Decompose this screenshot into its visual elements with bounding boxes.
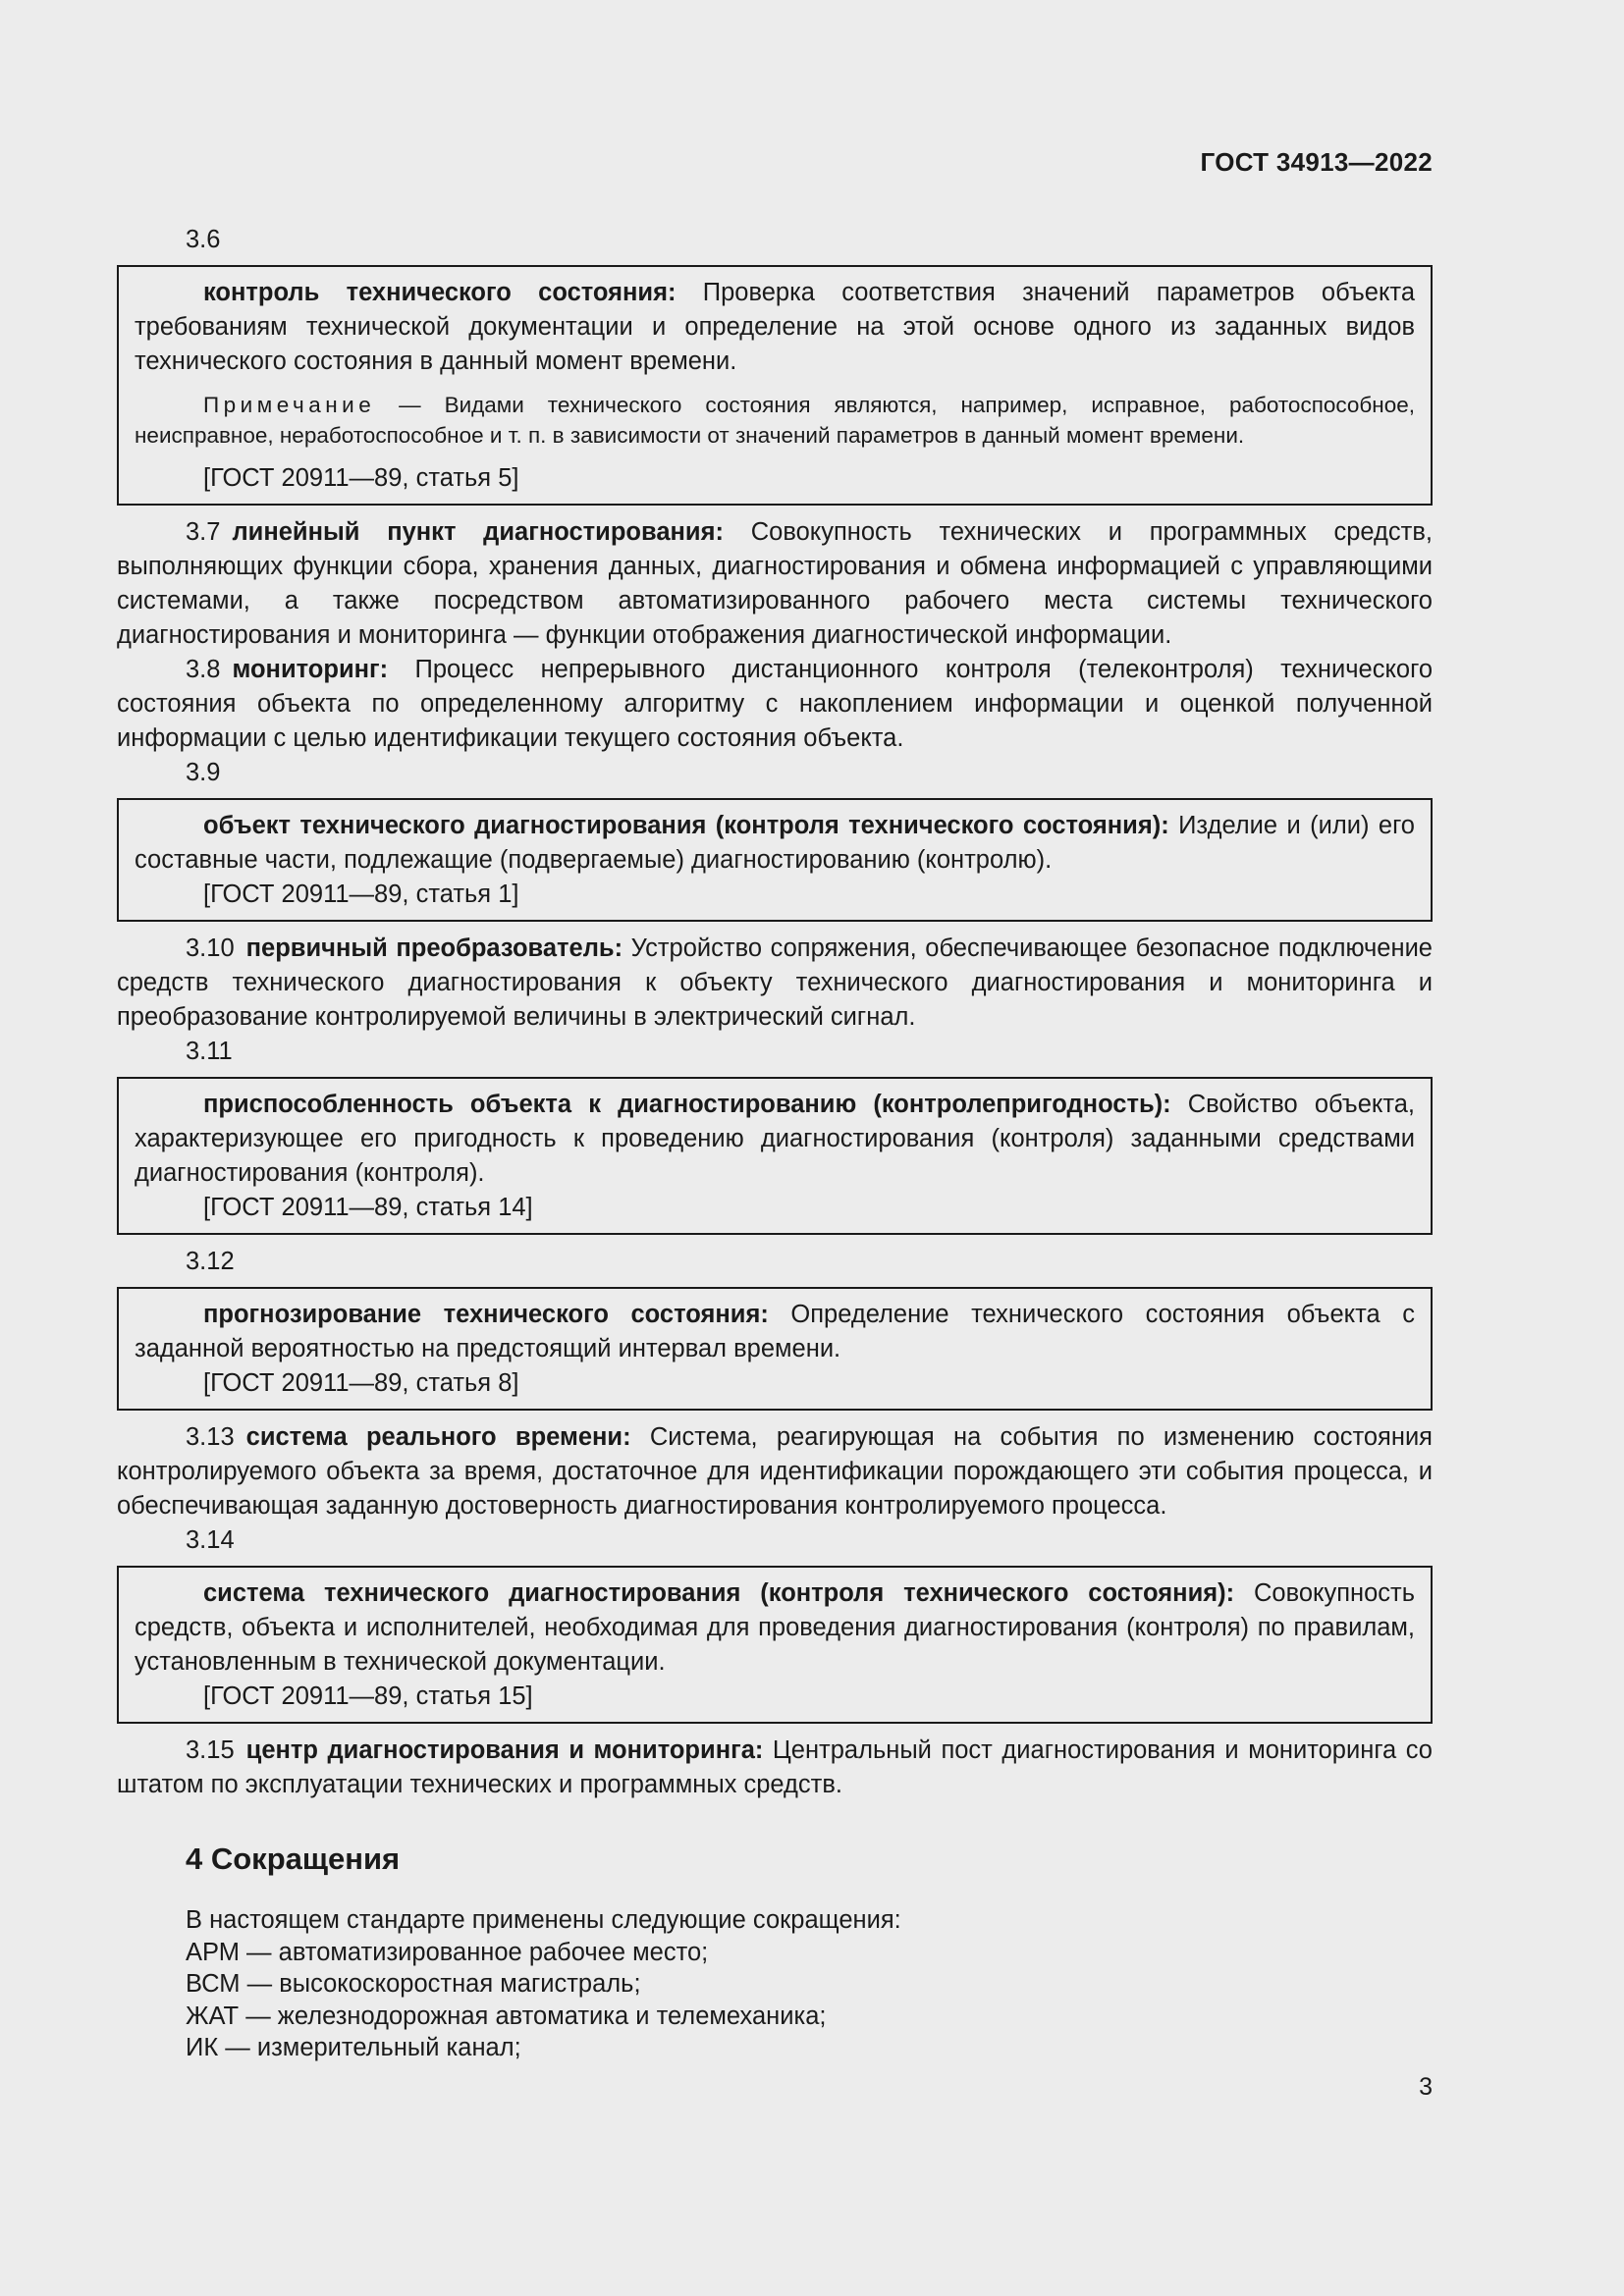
entry-number-3-15: 3.15 xyxy=(186,1736,235,1764)
term-box-3-11 xyxy=(117,1077,1433,1235)
abbreviation-item: ВСМ — высокоскоростная магистраль; xyxy=(186,1970,641,1998)
note-text-3-6: — Видами технического состояния являются, например, исправное, работоспособное, неисправное, неработоспособное и т. п. в зависимости от значений параметров в данный момент времени. xyxy=(135,393,1415,448)
note-label-3-6: Примечание xyxy=(203,393,376,417)
page-number: 3 xyxy=(1419,2073,1433,2101)
term-definition-3-14 xyxy=(135,1576,1415,1680)
entry-number-3-6: 3.6 xyxy=(186,226,221,253)
term-paragraph-3-10 xyxy=(117,932,1433,1035)
term-3-9: объект технического диагностирования (контроля технического состояния): xyxy=(203,812,1169,839)
definition-3-13: Система, реагирующая на события по изменению состояния контролируемого объекта за время, достаточное для идентификации порождающего эти события процесса, и обеспечивающая заданную достоверность диагностирования контролируемого процесса. xyxy=(117,1423,1433,1520)
term-3-13: система реального времени: xyxy=(245,1423,631,1451)
page-content xyxy=(117,223,1433,2064)
term-definition-3-9 xyxy=(135,809,1415,878)
source-3-14: [ГОСТ 20911—89, статья 15] xyxy=(203,1682,533,1710)
entry-number-3-14: 3.14 xyxy=(186,1526,235,1554)
term-paragraph-3-15 xyxy=(117,1734,1433,1802)
term-3-8: мониторинг: xyxy=(232,656,389,683)
definition-3-7: Совокупность технических и программных средств, выполняющих функции сбора, хранения данных, диагностирования и обмена информацией с управляющими системами, а также посредством автоматизированного рабочего места системы технического диагностирования и мониторинга — функции отображения диагностической информации. xyxy=(117,518,1433,649)
definition-3-12: Определение технического состояния объекта с заданной вероятностью на предстоящий интервал времени. xyxy=(135,1301,1415,1362)
definition-3-14: Совокупность средств, объекта и исполнителей, необходимая для проведения диагностирования (контроля) по правилам, установленным в технической документации. xyxy=(135,1579,1415,1676)
section-4-title: 4 Сокращения xyxy=(186,1842,401,1876)
note-3-6 xyxy=(135,390,1415,451)
term-3-6: контроль технического состояния: xyxy=(203,279,677,306)
definition-3-15: Центральный пост диагностирования и мониторинга со штатом по эксплуатации технических и программных средств. xyxy=(117,1736,1433,1798)
entry-number-3-10: 3.10 xyxy=(186,934,235,962)
source-3-9: [ГОСТ 20911—89, статья 1] xyxy=(203,881,519,908)
definition-3-10: Устройство сопряжения, обеспечивающее безопасное подключение средств технического диагностирования к объекту технического диагностирования и мониторинга и преобразование контролируемой величины в электрический сигнал. xyxy=(117,934,1433,1031)
term-box-3-12 xyxy=(117,1287,1433,1411)
term-box-3-14 xyxy=(117,1566,1433,1724)
term-3-14: система технического диагностирования (контроля технического состояния): xyxy=(203,1579,1235,1607)
term-definition-3-11 xyxy=(135,1088,1415,1191)
entry-number-3-9: 3.9 xyxy=(186,759,221,786)
standard-header: ГОСТ 34913—2022 xyxy=(1200,147,1433,177)
term-3-7: линейный пункт диагностирования: xyxy=(232,518,724,546)
abbreviation-item: ЖАТ — железнодорожная автоматика и телемеханика; xyxy=(186,2002,827,2030)
term-paragraph-3-7 xyxy=(117,515,1433,653)
term-box-3-9 xyxy=(117,798,1433,922)
term-paragraph-3-8 xyxy=(117,653,1433,756)
source-3-11: [ГОСТ 20911—89, статья 14] xyxy=(203,1194,533,1221)
abbreviation-item: ИК — измерительный канал; xyxy=(186,2034,521,2061)
abbreviations-intro: В настоящем стандарте применены следующие сокращения: xyxy=(186,1906,901,1934)
term-paragraph-3-13 xyxy=(117,1420,1433,1523)
source-3-12: [ГОСТ 20911—89, статья 8] xyxy=(203,1369,519,1397)
entry-number-3-13: 3.13 xyxy=(186,1423,235,1451)
term-3-10: первичный преобразователь: xyxy=(245,934,623,962)
abbreviation-item: АРМ — автоматизированное рабочее место; xyxy=(186,1938,709,1966)
term-3-15: центр диагностирования и мониторинга: xyxy=(245,1736,764,1764)
term-definition-3-12 xyxy=(135,1298,1415,1366)
entry-number-3-11: 3.11 xyxy=(186,1038,233,1065)
definition-3-9: Изделие и (или) его составные части, подлежащие (подвергаемые) диагностированию (контролю). xyxy=(135,812,1415,874)
entry-number-3-12: 3.12 xyxy=(186,1248,235,1275)
term-3-11: приспособленность объекта к диагностированию (контролепригодность): xyxy=(203,1091,1171,1118)
entry-number-3-8: 3.8 xyxy=(186,656,221,683)
entry-number-3-7: 3.7 xyxy=(186,518,221,546)
source-3-6: [ГОСТ 20911—89, статья 5] xyxy=(203,464,519,492)
term-box-3-6 xyxy=(117,265,1433,506)
term-definition-3-6 xyxy=(135,276,1415,379)
term-3-12: прогнозирование технического состояния: xyxy=(203,1301,769,1328)
definition-3-8: Процесс непрерывного дистанционного контроля (телеконтроля) технического состояния объекта по определенному алгоритму с накоплением информации и оценкой полученной информации с целью идентификации текущего состояния объекта. xyxy=(117,656,1433,752)
definition-3-11: Свойство объекта, характеризующее его пригодность к проведению диагностирования (контроля) заданными средствами диагностирования (контроля). xyxy=(135,1091,1415,1187)
definition-3-6: Проверка соответствия значений параметров объекта требованиям технической документации и определение на этой основе одного из заданных видов технического состояния в данный момент времени. xyxy=(135,279,1415,375)
